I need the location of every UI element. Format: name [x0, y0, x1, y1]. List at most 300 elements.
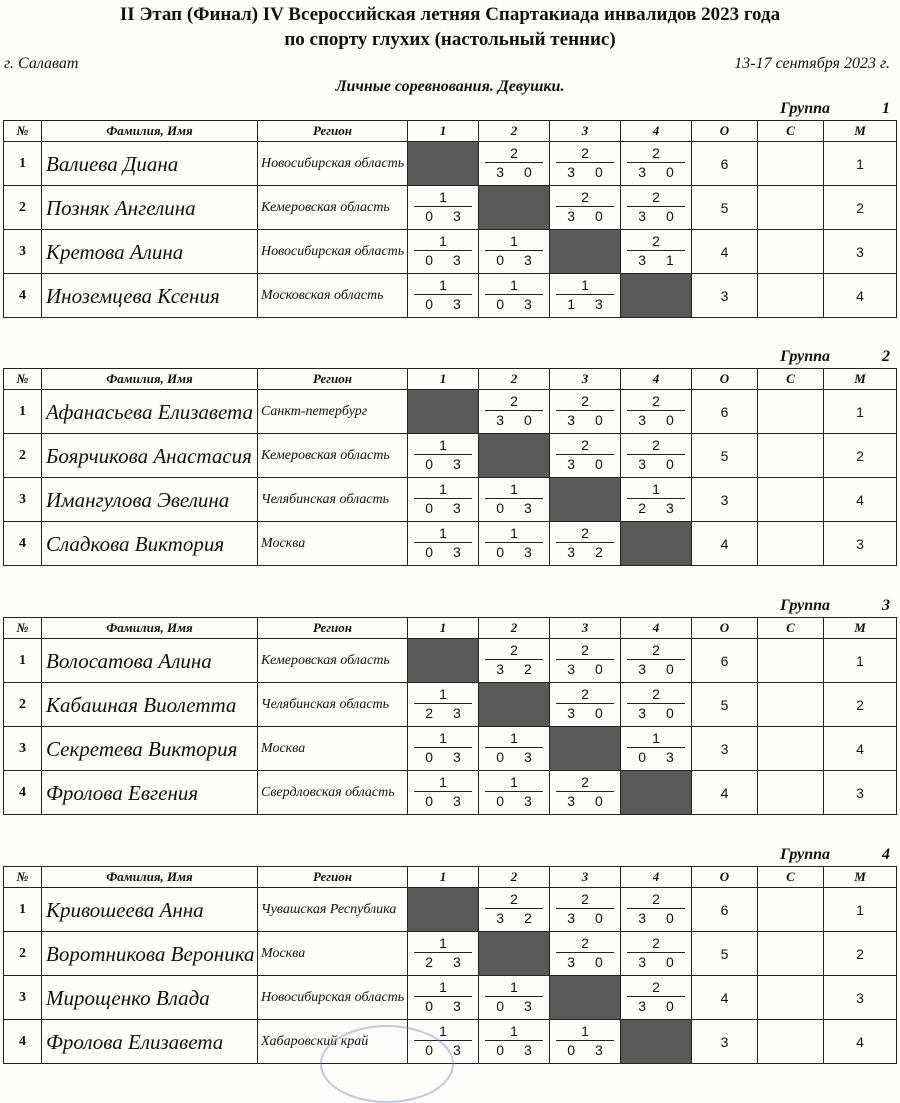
column-header-name: Фамилия, Имя [42, 867, 258, 888]
player-name: Кретова Алина [42, 230, 258, 274]
match-result [627, 935, 685, 970]
row-number: 3 [4, 727, 42, 771]
player-region: Москва [258, 727, 408, 771]
column-header-name: Фамилия, Имя [42, 369, 258, 390]
row-number: 2 [4, 683, 42, 727]
group-number: 1 [882, 100, 890, 117]
match-score-cell [621, 727, 692, 771]
player-region: Кемеровская область [258, 186, 408, 230]
column-header-num: № [4, 867, 42, 888]
match-points: 2 [556, 393, 614, 411]
player-region: Москва [258, 932, 408, 976]
sets-ratio [758, 727, 824, 771]
column-header-name: Фамилия, Имя [42, 121, 258, 142]
match-sets: 0 3 [496, 500, 540, 516]
match-result [627, 481, 685, 516]
match-result [485, 891, 543, 926]
match-sets: 3 0 [638, 954, 682, 970]
group-word: Группа [780, 100, 830, 117]
self-match-cell [621, 771, 692, 815]
column-header-points: О [692, 867, 758, 888]
column-header-c4: 4 [621, 121, 692, 142]
match-points: 2 [556, 686, 614, 704]
sets-ratio [758, 1020, 824, 1064]
player-name: Секретева Виктория [42, 727, 258, 771]
column-header-c3: 3 [550, 369, 621, 390]
match-score-cell [408, 186, 479, 230]
player-name: Боярчикова Анастасия [42, 434, 258, 478]
final-place: 4 [824, 478, 897, 522]
match-points: 1 [627, 730, 685, 748]
total-points: 4 [692, 522, 758, 566]
match-sets: 0 3 [496, 998, 540, 1014]
sets-ratio [758, 683, 824, 727]
player-region: Новосибирская область [258, 142, 408, 186]
match-sets: 0 3 [425, 544, 469, 560]
final-place: 3 [824, 230, 897, 274]
total-points: 3 [692, 727, 758, 771]
dates-label: 13-17 сентября 2023 г. [734, 55, 890, 72]
table-row [4, 390, 897, 434]
player-region: Санкт-петербург [258, 390, 408, 434]
column-header-region: Регион [258, 618, 408, 639]
column-header-sets: С [758, 121, 824, 142]
self-match-cell [550, 230, 621, 274]
table-header-row [4, 121, 897, 142]
final-place: 1 [824, 639, 897, 683]
group-number: 2 [882, 348, 890, 365]
self-match-cell [479, 434, 550, 478]
match-points: 2 [485, 145, 543, 163]
row-number: 4 [4, 771, 42, 815]
table-row [4, 771, 897, 815]
match-score-cell [550, 142, 621, 186]
match-score-cell [408, 727, 479, 771]
match-score-cell [479, 274, 550, 318]
final-place: 4 [824, 727, 897, 771]
match-sets: 3 0 [567, 705, 611, 721]
column-header-region: Регион [258, 121, 408, 142]
self-match-cell [408, 639, 479, 683]
sets-ratio [758, 478, 824, 522]
match-sets: 3 1 [638, 252, 682, 268]
match-points: 2 [627, 189, 685, 207]
match-result [556, 189, 614, 224]
column-header-c4: 4 [621, 369, 692, 390]
total-points: 6 [692, 888, 758, 932]
match-sets: 3 0 [638, 456, 682, 472]
total-points: 4 [692, 230, 758, 274]
group-table [3, 617, 897, 815]
match-points: 2 [627, 393, 685, 411]
match-score-cell [550, 390, 621, 434]
match-result [414, 277, 472, 312]
player-name: Кабашная Виолетта [42, 683, 258, 727]
self-match-cell [550, 727, 621, 771]
player-name: Волосатова Алина [42, 639, 258, 683]
match-result [485, 1023, 543, 1058]
match-result [414, 686, 472, 721]
match-score-cell [621, 434, 692, 478]
self-match-cell [479, 186, 550, 230]
match-score-cell [550, 522, 621, 566]
match-sets: 3 0 [567, 793, 611, 809]
match-result [627, 891, 685, 926]
group-label [780, 100, 890, 120]
player-region: Новосибирская область [258, 976, 408, 1020]
column-header-name: Фамилия, Имя [42, 618, 258, 639]
match-sets: 3 2 [567, 544, 611, 560]
self-match-cell [408, 888, 479, 932]
match-result [627, 437, 685, 472]
match-result [627, 686, 685, 721]
column-header-place: М [824, 121, 897, 142]
row-number: 4 [4, 274, 42, 318]
match-score-cell [479, 639, 550, 683]
match-points: 2 [485, 891, 543, 909]
official-stamp [320, 1025, 454, 1103]
row-number: 3 [4, 478, 42, 522]
final-place: 2 [824, 683, 897, 727]
match-sets: 3 0 [638, 208, 682, 224]
final-place: 4 [824, 274, 897, 318]
final-place: 1 [824, 390, 897, 434]
match-result [485, 979, 543, 1014]
match-score-cell [550, 1020, 621, 1064]
match-sets: 3 0 [638, 412, 682, 428]
match-points: 1 [414, 525, 472, 543]
match-points: 1 [485, 730, 543, 748]
row-number: 4 [4, 522, 42, 566]
column-header-points: О [692, 618, 758, 639]
match-result [556, 774, 614, 809]
match-result [627, 730, 685, 765]
sets-ratio [758, 274, 824, 318]
match-score-cell [621, 390, 692, 434]
match-sets: 0 3 [425, 998, 469, 1014]
match-points: 2 [556, 774, 614, 792]
match-result [556, 393, 614, 428]
sets-ratio [758, 186, 824, 230]
match-result [414, 233, 472, 268]
match-score-cell [550, 771, 621, 815]
group-label [780, 348, 890, 368]
column-header-c2: 2 [479, 121, 550, 142]
column-header-sets: С [758, 369, 824, 390]
total-points: 3 [692, 478, 758, 522]
match-sets: 1 3 [567, 296, 611, 312]
row-number: 1 [4, 888, 42, 932]
self-match-cell [408, 390, 479, 434]
match-score-cell [621, 976, 692, 1020]
match-points: 1 [485, 979, 543, 997]
match-result [414, 730, 472, 765]
match-score-cell [621, 186, 692, 230]
match-points: 1 [485, 233, 543, 251]
match-score-cell [621, 932, 692, 976]
match-sets: 2 3 [425, 954, 469, 970]
final-place: 2 [824, 186, 897, 230]
match-result [556, 642, 614, 677]
match-sets: 3 0 [638, 705, 682, 721]
column-header-c1: 1 [408, 369, 479, 390]
match-result [485, 145, 543, 180]
final-place: 3 [824, 522, 897, 566]
match-sets: 0 3 [567, 1042, 611, 1058]
total-points: 4 [692, 771, 758, 815]
match-result [485, 525, 543, 560]
match-result [556, 935, 614, 970]
match-score-cell [408, 771, 479, 815]
match-points: 2 [556, 189, 614, 207]
match-sets: 0 3 [496, 1042, 540, 1058]
row-number: 4 [4, 1020, 42, 1064]
match-points: 2 [556, 525, 614, 543]
column-header-c3: 3 [550, 121, 621, 142]
match-points: 1 [414, 233, 472, 251]
match-result [556, 891, 614, 926]
match-sets: 3 2 [496, 661, 540, 677]
match-sets: 3 0 [638, 661, 682, 677]
total-points: 5 [692, 683, 758, 727]
match-result [556, 145, 614, 180]
self-match-cell [550, 976, 621, 1020]
row-number: 3 [4, 976, 42, 1020]
match-result [485, 393, 543, 428]
match-score-cell [550, 639, 621, 683]
match-points: 1 [414, 730, 472, 748]
match-score-cell [621, 478, 692, 522]
match-sets: 0 3 [496, 296, 540, 312]
player-region: Московская область [258, 274, 408, 318]
player-name: Имангулова Эвелина [42, 478, 258, 522]
match-sets: 0 3 [425, 252, 469, 268]
player-name: Фролова Елизавета [42, 1020, 258, 1064]
row-number: 2 [4, 434, 42, 478]
sets-ratio [758, 390, 824, 434]
self-match-cell [479, 683, 550, 727]
player-name: Позняк Ангелина [42, 186, 258, 230]
total-points: 5 [692, 186, 758, 230]
match-result [485, 642, 543, 677]
player-region: Москва [258, 522, 408, 566]
sets-ratio [758, 888, 824, 932]
player-region: Новосибирская область [258, 230, 408, 274]
match-sets: 3 0 [638, 998, 682, 1014]
match-result [627, 145, 685, 180]
match-points: 1 [485, 525, 543, 543]
match-points: 2 [556, 437, 614, 455]
match-result [485, 277, 543, 312]
column-header-points: О [692, 121, 758, 142]
total-points: 3 [692, 274, 758, 318]
player-region: Хабаровский край [258, 1020, 408, 1064]
column-header-c4: 4 [621, 618, 692, 639]
match-points: 1 [485, 774, 543, 792]
player-name: Фролова Евгения [42, 771, 258, 815]
match-result [414, 979, 472, 1014]
column-header-c3: 3 [550, 867, 621, 888]
sets-ratio [758, 976, 824, 1020]
match-points: 2 [556, 935, 614, 953]
group-table [3, 120, 897, 318]
match-score-cell [621, 230, 692, 274]
match-sets: 3 0 [567, 412, 611, 428]
column-header-c2: 2 [479, 369, 550, 390]
city-label: г. Салават [4, 55, 79, 72]
match-points: 1 [414, 481, 472, 499]
column-header-c1: 1 [408, 618, 479, 639]
column-header-c2: 2 [479, 867, 550, 888]
match-points: 2 [627, 145, 685, 163]
total-points: 3 [692, 1020, 758, 1064]
match-score-cell [479, 390, 550, 434]
player-name: Афанасьева Елизавета [42, 390, 258, 434]
match-points: 1 [414, 1023, 472, 1041]
match-score-cell [621, 142, 692, 186]
match-result [414, 189, 472, 224]
column-header-points: О [692, 369, 758, 390]
group-word: Группа [780, 597, 830, 614]
final-place: 3 [824, 771, 897, 815]
match-sets: 0 3 [425, 500, 469, 516]
match-points: 2 [627, 979, 685, 997]
final-place: 1 [824, 888, 897, 932]
match-points: 1 [485, 481, 543, 499]
table-header-row [4, 618, 897, 639]
match-result [414, 774, 472, 809]
match-result [556, 525, 614, 560]
final-place: 1 [824, 142, 897, 186]
row-number: 3 [4, 230, 42, 274]
match-sets: 3 0 [567, 661, 611, 677]
group-label [780, 597, 890, 617]
sets-ratio [758, 230, 824, 274]
table-row [4, 142, 897, 186]
table-row [4, 727, 897, 771]
player-name: Воротникова Вероника [42, 932, 258, 976]
match-points: 1 [414, 437, 472, 455]
table-header-row [4, 369, 897, 390]
final-place: 2 [824, 932, 897, 976]
match-sets: 2 3 [638, 500, 682, 516]
match-score-cell [479, 230, 550, 274]
match-points: 1 [414, 686, 472, 704]
match-score-cell [479, 976, 550, 1020]
match-sets: 2 3 [425, 705, 469, 721]
match-score-cell [479, 771, 550, 815]
match-score-cell [479, 727, 550, 771]
match-points: 2 [627, 935, 685, 953]
match-score-cell [550, 683, 621, 727]
column-header-region: Регион [258, 369, 408, 390]
row-number: 2 [4, 186, 42, 230]
self-match-cell [479, 932, 550, 976]
self-match-cell [621, 522, 692, 566]
match-result [414, 935, 472, 970]
match-points: 1 [414, 189, 472, 207]
match-sets: 0 3 [425, 456, 469, 472]
table-row [4, 186, 897, 230]
match-sets: 3 0 [496, 412, 540, 428]
match-score-cell [621, 639, 692, 683]
table-row [4, 230, 897, 274]
self-match-cell [550, 478, 621, 522]
total-points: 6 [692, 390, 758, 434]
match-points: 2 [627, 437, 685, 455]
column-header-place: М [824, 369, 897, 390]
match-points: 2 [485, 642, 543, 660]
match-score-cell [479, 1020, 550, 1064]
match-points: 2 [627, 642, 685, 660]
match-points: 2 [556, 642, 614, 660]
sets-ratio [758, 639, 824, 683]
table-row [4, 522, 897, 566]
match-sets: 0 3 [638, 749, 682, 765]
match-result [556, 1023, 614, 1058]
total-points: 6 [692, 142, 758, 186]
match-score-cell [408, 683, 479, 727]
sets-ratio [758, 522, 824, 566]
table-header-row [4, 867, 897, 888]
final-place: 4 [824, 1020, 897, 1064]
table-row [4, 434, 897, 478]
match-points: 2 [627, 233, 685, 251]
match-sets: 3 2 [496, 910, 540, 926]
group-number: 3 [882, 597, 890, 614]
self-match-cell [621, 274, 692, 318]
column-header-place: М [824, 867, 897, 888]
total-points: 6 [692, 639, 758, 683]
match-sets: 3 0 [567, 456, 611, 472]
player-name: Мирощенко Влада [42, 976, 258, 1020]
self-match-cell [621, 1020, 692, 1064]
match-result [627, 642, 685, 677]
match-score-cell [408, 230, 479, 274]
match-result [627, 233, 685, 268]
row-number: 2 [4, 932, 42, 976]
column-header-sets: С [758, 618, 824, 639]
match-points: 2 [627, 686, 685, 704]
match-result [485, 481, 543, 516]
column-header-c3: 3 [550, 618, 621, 639]
match-sets: 3 0 [638, 910, 682, 926]
column-header-region: Регион [258, 867, 408, 888]
match-result [485, 730, 543, 765]
match-points: 1 [414, 774, 472, 792]
group-word: Группа [780, 348, 830, 365]
player-name: Валиева Диана [42, 142, 258, 186]
match-sets: 0 3 [425, 793, 469, 809]
match-points: 1 [485, 277, 543, 295]
match-score-cell [479, 142, 550, 186]
player-region: Кемеровская область [258, 434, 408, 478]
sets-ratio [758, 142, 824, 186]
match-score-cell [408, 274, 479, 318]
column-header-place: М [824, 618, 897, 639]
document-title-line1: II Этап (Финал) IV Всероссийская летняя Спартакиада инвалидов 2023 года [119, 4, 781, 25]
match-score-cell [550, 186, 621, 230]
row-number: 1 [4, 142, 42, 186]
total-points: 4 [692, 976, 758, 1020]
sets-ratio [758, 434, 824, 478]
table-row [4, 478, 897, 522]
sets-ratio [758, 932, 824, 976]
row-number: 1 [4, 390, 42, 434]
match-score-cell [621, 888, 692, 932]
match-result [627, 189, 685, 224]
player-region: Кемеровская область [258, 639, 408, 683]
